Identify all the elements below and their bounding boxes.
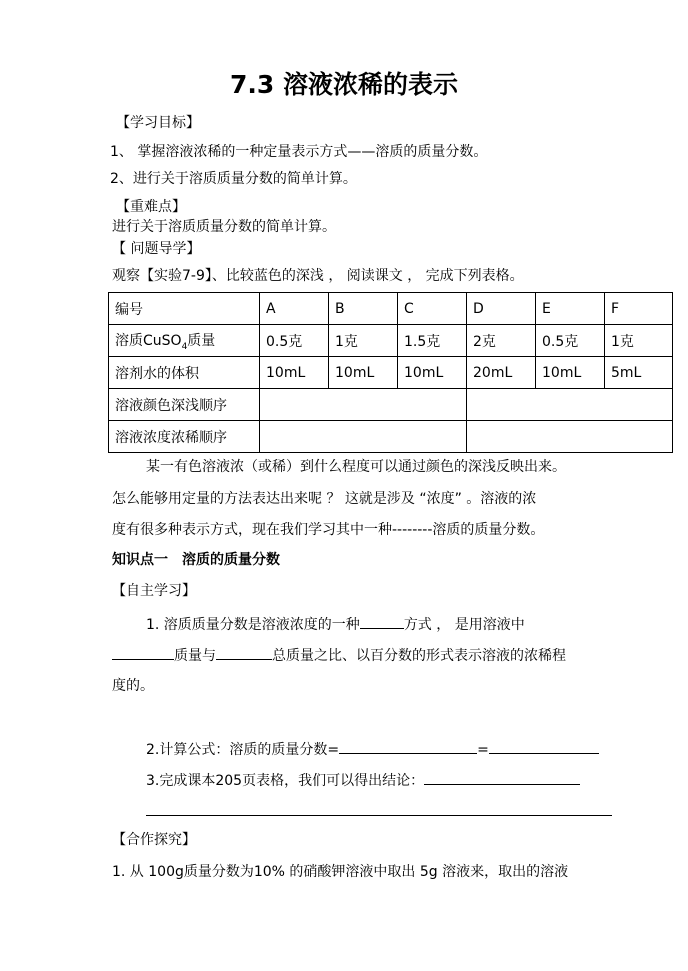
table-column-b: B bbox=[329, 293, 398, 325]
q1-blank-1[interactable] bbox=[360, 612, 404, 629]
table-cell: 1.5克 bbox=[398, 325, 467, 357]
self-study-q3 bbox=[146, 768, 580, 791]
solute-label-subscript: 4 bbox=[181, 341, 188, 352]
table-cell: 2克 bbox=[467, 325, 536, 357]
q1-blank-3[interactable] bbox=[216, 643, 272, 660]
concentration-order-answer-right[interactable] bbox=[467, 421, 673, 453]
color-order-answer-left[interactable] bbox=[260, 389, 467, 421]
paragraph-line-1: 某一有色溶液浓（或稀）到什么程度可以通过颜色的深浅反映出来。 bbox=[146, 459, 566, 475]
q1-text-a: 1. 溶质质量分数是溶液浓度的一种 bbox=[146, 617, 360, 633]
table-header-label: 编号 bbox=[109, 293, 260, 325]
table-column-e: E bbox=[536, 293, 605, 325]
table-cell: 10mL bbox=[260, 357, 329, 389]
table-cell: 10mL bbox=[398, 357, 467, 389]
cooperation-q1: 1. 从 100g质量分数为10% 的硝酸钾溶液中取出 5g 溶液来，取出的溶液 bbox=[112, 864, 569, 880]
guide-instruction: 观察【实验7-9】、比较蓝色的深浅 ， 阅读课文 ， 完成下列表格。 bbox=[112, 268, 524, 284]
table-row bbox=[109, 293, 673, 325]
solute-label-text: 溶质CuSO bbox=[115, 332, 182, 349]
goals-heading: 【学习目标】 bbox=[116, 115, 200, 131]
goal-item-1: 1、 掌握溶液浓稀的一种定量表示方式——溶质的质量分数。 bbox=[110, 144, 488, 160]
goal-item-2: 2、进行关于溶质质量分数的简单计算。 bbox=[110, 171, 357, 187]
table-row bbox=[109, 325, 673, 357]
table-cell: 1克 bbox=[329, 325, 398, 357]
q1-text-d: 总质量之比、以百分数的形式表示溶液的浓稀程 bbox=[272, 648, 566, 664]
table-cell: 0.5克 bbox=[260, 325, 329, 357]
solute-label-suffix: 质量 bbox=[187, 332, 216, 349]
table-cell: 10mL bbox=[329, 357, 398, 389]
q2-equals: = bbox=[477, 742, 489, 758]
q1-text-b: 方式 ， 是用溶液中 bbox=[403, 617, 525, 633]
q3-text: 3.完成课本205页表格，我们可以得出结论： bbox=[146, 773, 425, 789]
knowledge-heading: 知识点一 溶质的质量分数 bbox=[112, 552, 280, 568]
table-column-a: A bbox=[260, 293, 329, 325]
paragraph-line-2: 怎么能够用定量的方法表达出来呢 ？ 这就是涉及 “浓度” 。溶液的浓 bbox=[112, 491, 537, 507]
q1-blank-2[interactable] bbox=[112, 643, 174, 660]
table-cell: 5mL bbox=[605, 357, 673, 389]
table-cell: 0.5克 bbox=[536, 325, 605, 357]
paragraph-line-3: 度有很多种表示方式，现在我们学习其中一种--------溶质的质量分数。 bbox=[112, 522, 545, 538]
self-study-q1-line-1 bbox=[146, 612, 525, 635]
color-order-answer-right[interactable] bbox=[467, 389, 673, 421]
self-study-heading: 【自主学习】 bbox=[112, 583, 196, 599]
experiment-table bbox=[108, 292, 673, 453]
solvent-volume-label: 溶剂水的体积 bbox=[109, 357, 260, 389]
table-cell: 1克 bbox=[605, 325, 673, 357]
table-column-f: F bbox=[605, 293, 673, 325]
table-row bbox=[109, 421, 673, 453]
table-row bbox=[109, 357, 673, 389]
concentration-order-label: 溶液浓度浓稀顺序 bbox=[109, 421, 260, 453]
color-order-label: 溶液颜色深浅顺序 bbox=[109, 389, 260, 421]
conclusion-blank-2[interactable] bbox=[146, 815, 612, 816]
key-points-text: 进行关于溶质质量分数的简单计算。 bbox=[112, 219, 336, 235]
table-column-d: D bbox=[467, 293, 536, 325]
key-points-heading: 【重难点】 bbox=[116, 199, 186, 215]
cooperation-heading: 【合作探究】 bbox=[112, 832, 196, 848]
page-title: 7.3 溶液浓稀的表示 bbox=[230, 70, 458, 99]
conclusion-blank-1[interactable] bbox=[424, 768, 580, 785]
table-cell: 10mL bbox=[536, 357, 605, 389]
q1-text-c: 质量与 bbox=[174, 648, 216, 664]
table-column-c: C bbox=[398, 293, 467, 325]
self-study-q1-line-2 bbox=[112, 643, 566, 666]
concentration-order-answer-left[interactable] bbox=[260, 421, 467, 453]
solute-mass-label bbox=[109, 325, 260, 357]
self-study-q2 bbox=[146, 737, 599, 760]
formula-result-blank[interactable] bbox=[489, 737, 599, 754]
table-row bbox=[109, 389, 673, 421]
self-study-q1-line-3: 度的。 bbox=[112, 678, 154, 694]
q2-text: 2.计算公式：溶质的质量分数= bbox=[146, 742, 340, 758]
formula-numerator-blank[interactable] bbox=[339, 737, 477, 754]
table-cell: 20mL bbox=[467, 357, 536, 389]
guide-heading: 【 问题导学】 bbox=[112, 241, 201, 257]
